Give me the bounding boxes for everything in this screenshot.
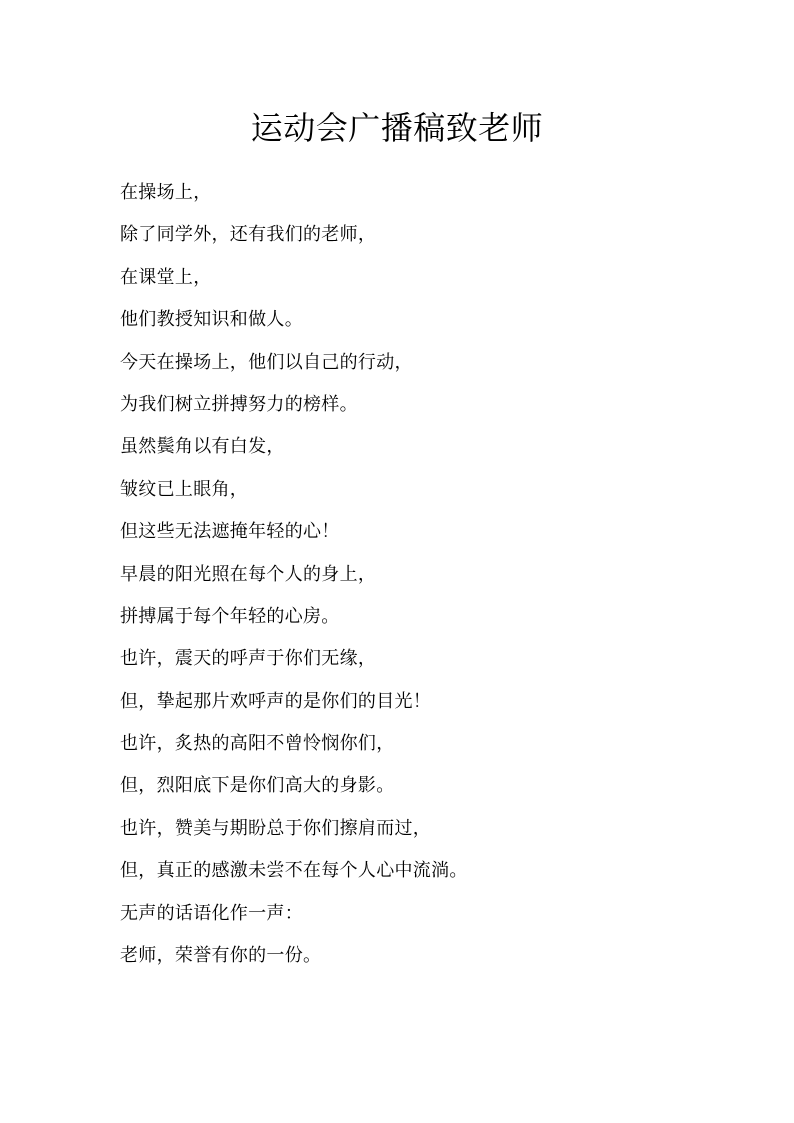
poem-line: 他们教授知识和做人。: [120, 309, 303, 331]
poem-line: 也许，炙热的高阳不曾怜悯你们，: [120, 733, 395, 755]
poem-line: 为我们树立拼搏努力的榜样。: [120, 393, 358, 415]
poem-line: 但，挚起那片欢呼声的是你们的目光！: [120, 690, 432, 712]
poem-body: [120, 176, 740, 981]
poem-line: 但，真正的感激未尝不在每个人心中流淌。: [120, 860, 468, 882]
poem-line: 虽然鬓角以有白发，: [120, 436, 285, 458]
poem-line: 但这些无法遮掩年轻的心！: [120, 521, 340, 543]
poem-line: 早晨的阳光照在每个人的身上，: [120, 563, 377, 585]
poem-line: 在课堂上，: [120, 266, 212, 288]
poem-line: 也许，赞美与期盼总于你们擦肩而过，: [120, 817, 432, 839]
document-title: 运动会广播稿致老师: [250, 109, 544, 147]
poem-line: 除了同学外，还有我们的老师，: [120, 224, 377, 246]
poem-line: 也许，震天的呼声于你们无缘，: [120, 648, 377, 670]
poem-line: 今天在操场上，他们以自己的行动，: [120, 351, 413, 373]
poem-line: 皱纹已上眼角，: [120, 478, 249, 500]
poem-line: 但，烈阳底下是你们高大的身影。: [120, 775, 395, 797]
poem-line: 老师，荣誉有你的一份。: [120, 945, 322, 967]
poem-line: 无声的话语化作一声：: [120, 902, 303, 924]
poem-line: 在操场上，: [120, 182, 212, 203]
poem-line: 拼搏属于每个年轻的心房。: [120, 605, 340, 627]
